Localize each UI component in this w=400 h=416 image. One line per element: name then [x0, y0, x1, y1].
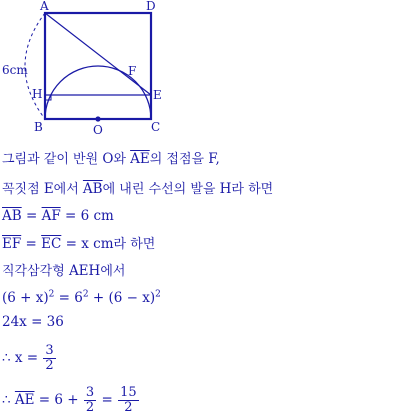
segment-ab-label: $\overline{AB}$ [82, 181, 103, 197]
label-c: C [151, 120, 161, 134]
label-e: E [153, 88, 162, 102]
segment-af-label: $\overline{AF}$ [41, 208, 61, 224]
line-7-equation [2, 313, 64, 331]
text: 에서 [100, 264, 126, 279]
label-h: H [32, 87, 43, 101]
text: 라 하면 [113, 237, 156, 252]
equals: = [21, 208, 42, 224]
numerator: 15 [120, 385, 137, 400]
line-6-equation [2, 289, 161, 307]
var-aeh: AEH [68, 263, 101, 279]
segment-ae-label: $\overline{AE}$ [130, 151, 150, 167]
side-length-label: 6cm [2, 63, 28, 77]
line-3 [2, 207, 114, 225]
text: 의 접점을 [149, 152, 209, 167]
denominator: 2 [85, 400, 95, 415]
text: 직각삼각형 [2, 264, 69, 279]
label-o: O [93, 123, 103, 137]
expr: 24x = 36 [2, 314, 64, 330]
expr: = 6 + [34, 392, 83, 408]
punct: , [215, 151, 220, 167]
segment-ae-label: $\overline{AE}$ [14, 392, 35, 408]
text: 에서 [53, 182, 83, 197]
segment-ab-label: $\overline{AB}$ [2, 208, 22, 224]
var-e: E [43, 181, 54, 197]
var-h: H [219, 181, 232, 197]
line-1 [2, 150, 220, 169]
segment-ae [45, 13, 151, 95]
expr: ∴ [2, 392, 15, 408]
numerator: 3 [85, 385, 95, 400]
expr: ∴ x = [2, 350, 43, 366]
line-9-result [2, 386, 140, 415]
line-5 [2, 262, 125, 281]
line-4 [2, 235, 155, 254]
var-f: F [208, 151, 216, 167]
equals: = [21, 236, 42, 252]
label-b: B [34, 120, 43, 134]
line-8-result [2, 344, 57, 373]
value: = 6 cm [60, 208, 114, 224]
expr: + (6 − x) [88, 290, 156, 306]
fraction [43, 344, 55, 373]
exponent: 2 [48, 289, 55, 300]
expr: = 6 [54, 290, 83, 306]
label-d: D [146, 0, 156, 13]
denominator: 2 [124, 400, 133, 415]
line-2 [2, 180, 273, 199]
text: 와 [113, 152, 131, 167]
label-a: A [40, 0, 49, 13]
label-f: F [128, 64, 137, 78]
equals: = [97, 392, 118, 408]
side-length-arc [25, 13, 45, 119]
text: 에 내린 수선의 발을 [102, 182, 220, 197]
exponent: 2 [155, 289, 161, 300]
text: 꼭짓점 [2, 182, 44, 197]
value: = x cm [61, 236, 114, 252]
numerator: 3 [45, 343, 54, 358]
fraction [118, 386, 139, 415]
denominator: 2 [45, 358, 54, 373]
geometry-figure [0, 0, 400, 140]
segment-ef-label: $\overline{EF}$ [2, 236, 22, 252]
text: 그림과 같이 반원 [2, 152, 103, 167]
expr: (6 + x) [2, 290, 49, 306]
fraction [84, 386, 96, 415]
var-o: O [102, 151, 114, 167]
center-point-o [95, 116, 100, 121]
text: 라 하면 [231, 182, 274, 197]
segment-ec-label: $\overline{EC}$ [41, 236, 62, 252]
exponent: 2 [82, 289, 89, 300]
